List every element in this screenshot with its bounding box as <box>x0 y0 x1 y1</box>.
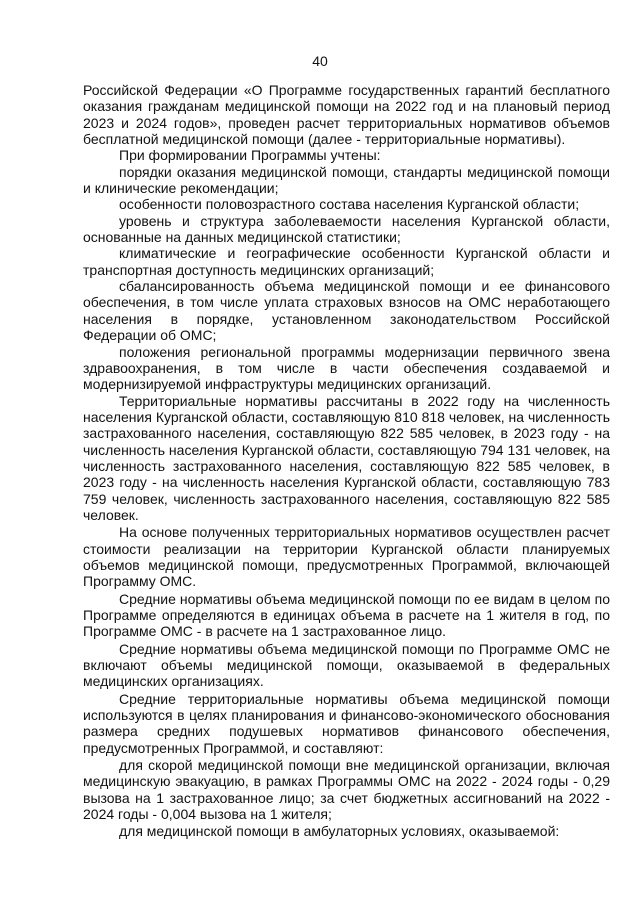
list-item: положения региональной программы модернизации первичного звена здравоохранения, в том числе в части обеспечения создаваемой и модернизируемой инфраструктуры медицинских организаций. <box>83 343 610 393</box>
document-body <box>83 82 610 840</box>
paragraph: Средние нормативы объема медицинской помощи по ее видам в целом по Программе определяются в единицах объема в расчете на 1 жителя в год, по Программе ОМС - в расчете на 1 застрахованное лицо. <box>83 590 610 640</box>
list-item: для медицинской помощи в амбулаторных условиях, оказываемой: <box>119 823 560 840</box>
list-item: особенности половозрастного состава населения Курганской области; <box>119 196 580 213</box>
paragraph: На основе полученных территориальных нормативов осуществлен расчет стоимости реализации на территории Курганской области планируемых объемов медицинской помощи, предусмотренных Программой, включающей Программу ОМС. <box>83 524 610 590</box>
paragraph: Территориальные нормативы рассчитаны в 2022 году на численность населения Курганской области, составляющую 810 818 человек, на численность застрахованного населения, составляющую 822 585 человек, в 2023 году - на численность населения Курганской области, составляющую 794 131 человек, на численность застрахованного населения, составляющую 822 585 человек, в 2023 году - на численность населения Курганской области, составляющую 783 759 человек, численность застрахованного населения, составляющую 822 585 человек. <box>83 392 610 523</box>
paragraph: При формировании Программы учтены: <box>119 147 381 164</box>
paragraph: Российской Федерации «О Программе государственных гарантий бесплатного оказания гражданам медицинской помощи на 2022 год и на плановый период 2023 и 2024 годов», проведен расчет территориальных нормативов объемов бесплатной медицинской помощи (далее - территориальные нормативы). <box>83 82 610 148</box>
list-item: уровень и структура заболеваемости населения Курганской области, основанные на данных медицинской статистики; <box>83 212 610 246</box>
list-item: для скорой медицинской помощи вне медицинской организации, включая медицинскую эвакуацию, в рамках Программы ОМС на 2022 - 2024 годы - 0,29 вызова на 1 застрахованное лицо; за счет бюджетных ассигнований на 2022 - 2024 годы - 0,004 вызова на 1 жителя; <box>83 757 610 823</box>
paragraph: Средние территориальные нормативы объема медицинской помощи используются в целях планирования и финансово-экономического обоснования размера средних подушевых нормативов финансового обеспечения, предусмотренных Программой, и составляют: <box>83 690 610 756</box>
list-item: климатические и географические особенности Курганской области и транспортная доступность медицинских организаций; <box>83 245 610 278</box>
list-item: порядки оказания медицинской помощи, стандарты медицинской помощи и клинические рекомендации; <box>83 163 610 197</box>
page-number: 40 <box>312 53 328 69</box>
paragraph: Средние нормативы объема медицинской помощи по Программе ОМС не включают объемы медицинской помощи, оказываемой в федеральных медицинских организациях. <box>83 640 610 690</box>
list-item: сбалансированность объема медицинской помощи и ее финансового обеспечения, в том числе уплата страховых взносов на ОМС неработающего населения в порядке, установленном законодательством Российской Федерации об ОМС; <box>83 278 610 344</box>
